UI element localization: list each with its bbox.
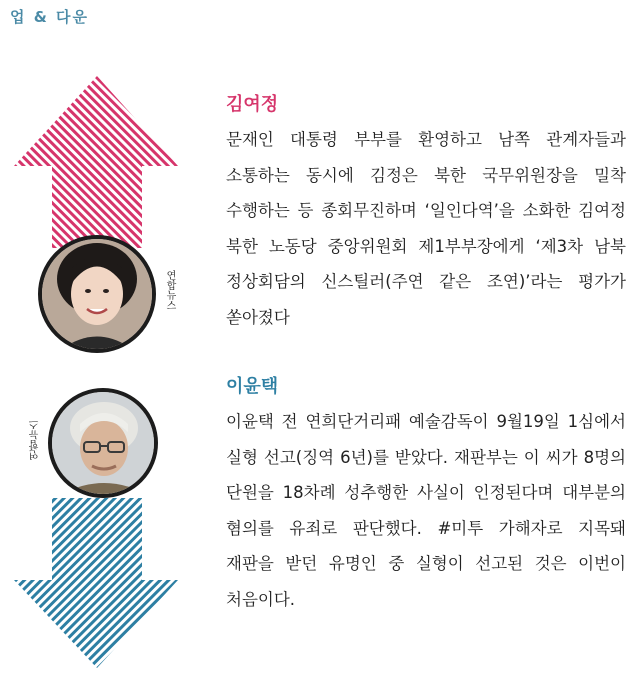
entry-lee-yuntaek [226,372,626,617]
entry-body: 이윤택 전 연희단거리패 예술감독이 9월19일 1심에서 실형 선고(징역 6년)를 받았다. 재판부는 이 씨가 8명의 단원을 18차례 성추행한 사실이 인정된다며 대부분의 혐의를 유죄로 판단했다. #미투 가해자로 지목돼 재판을 받던 유명인 중 실형이 선고된 것은 이번이 처음이다. [226,412,626,609]
portrait-photo-icon [42,239,152,349]
photo-credit: 연합뉴스 [30,420,41,460]
entry-kim-yojong [226,90,626,335]
up-arrow [14,76,178,248]
section-header: 업 & 다운 [10,8,89,26]
down-arrow [14,498,178,668]
photo-credit: 연합뉴스 [164,270,175,310]
entry-name: 이윤택 [226,376,279,397]
kim-yojong-photo [38,235,156,353]
lee-yuntaek-photo [48,388,158,498]
portrait-photo-icon [52,392,154,494]
entry-body: 문재인 대통령 부부를 환영하고 남쪽 관계자들과 소통하는 동시에 김정은 북한 국무위원장을 밀착 수행하는 등 종회무진하며 ‘일인다역’을 소화한 김여정 북한 노동당 중앙위원회 제1부부장에게 ‘제3차 남북 정상회담의 신스틸러(주연 같은 조연)’라는 평가가 쏟아졌다 [226,130,626,327]
entry-name: 김여정 [226,94,279,115]
